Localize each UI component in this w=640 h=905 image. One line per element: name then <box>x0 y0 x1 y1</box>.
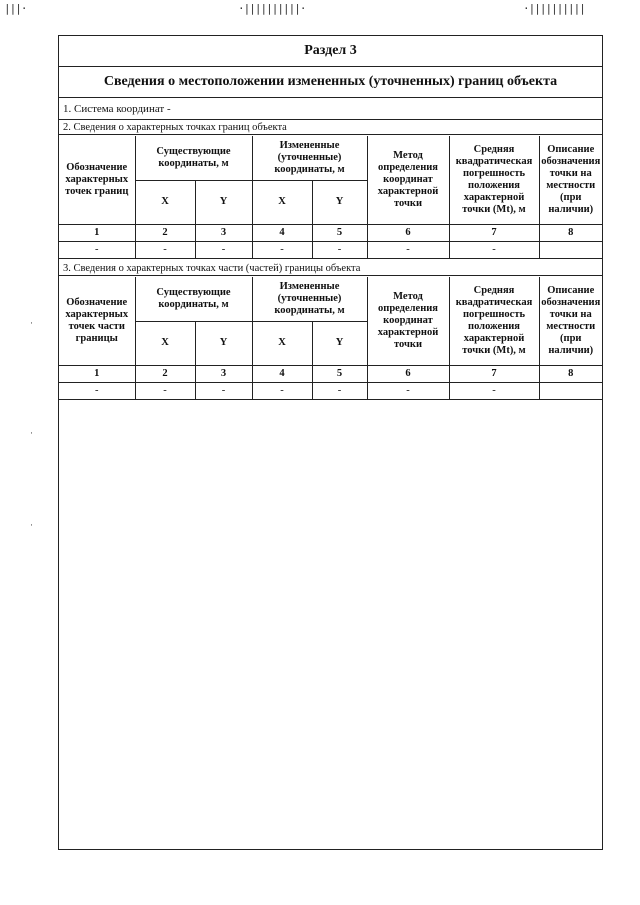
column-number: 4 <box>252 365 312 382</box>
column-number: 6 <box>367 365 449 382</box>
column-number: 8 <box>539 365 602 382</box>
table-cell: - <box>312 382 367 399</box>
scan-barcode-mark: ·||||||||||· <box>238 2 306 15</box>
col-x: X <box>252 180 312 224</box>
col-point-designation: Обозначение характерных точек границ <box>59 136 135 224</box>
table-cell: - <box>195 382 252 399</box>
coordinate-system: 1. Система координат - <box>59 98 602 120</box>
col-x: X <box>135 321 195 365</box>
col-point-designation: Обозначение характерных точек части границы <box>59 277 135 365</box>
column-number: 7 <box>449 224 539 241</box>
table-row <box>59 241 602 258</box>
col-x: X <box>252 321 312 365</box>
column-number: 6 <box>367 224 449 241</box>
table-cell: - <box>59 241 135 258</box>
column-number: 1 <box>59 224 135 241</box>
column-number: 8 <box>539 224 602 241</box>
col-accuracy: Средняя квадратическая погрешность положения характерной точки (Mt), м <box>449 277 539 365</box>
table-cell: - <box>59 382 135 399</box>
table-cell: - <box>135 241 195 258</box>
col-y: Y <box>195 180 252 224</box>
column-number: 7 <box>449 365 539 382</box>
table-cell: - <box>252 382 312 399</box>
table-row <box>59 382 602 399</box>
table-cell: - <box>312 241 367 258</box>
col-x: X <box>135 180 195 224</box>
column-number: 5 <box>312 365 367 382</box>
table2-caption: 3. Сведения о характерных точках части (частей) границы объекта <box>59 262 602 276</box>
table-cell: - <box>367 382 449 399</box>
scan-speck: · <box>30 318 33 328</box>
table-cell: - <box>449 241 539 258</box>
scan-speck: · <box>30 520 33 530</box>
column-number: 3 <box>195 365 252 382</box>
section-title: Раздел 3 <box>59 36 602 67</box>
column-number: 2 <box>135 224 195 241</box>
table-cell <box>539 241 602 258</box>
col-y: Y <box>195 321 252 365</box>
part-boundary-points-table <box>59 277 602 400</box>
column-number: 4 <box>252 224 312 241</box>
col-existing-coords: Существующие координаты, м <box>135 277 252 321</box>
col-existing-coords: Существующие координаты, м <box>135 136 252 180</box>
col-method: Метод определения координат характерной точки <box>367 277 449 365</box>
column-number: 5 <box>312 224 367 241</box>
col-description: Описание обозначения точки на местности (при наличии) <box>539 277 602 365</box>
table-cell: - <box>367 241 449 258</box>
table-cell: - <box>252 241 312 258</box>
col-changed-coords: Измененные (уточненные) координаты, м <box>252 136 367 180</box>
document-title: Сведения о местоположении измененных (уточненных) границ объекта <box>59 67 602 98</box>
col-changed-coords: Измененные (уточненные) координаты, м <box>252 277 367 321</box>
column-number: 1 <box>59 365 135 382</box>
column-number: 3 <box>195 224 252 241</box>
col-y: Y <box>312 321 367 365</box>
col-y: Y <box>312 180 367 224</box>
table-cell: - <box>135 382 195 399</box>
document-frame <box>58 35 603 850</box>
col-accuracy: Средняя квадратическая погрешность положения характерной точки (Mt), м <box>449 136 539 224</box>
boundary-points-table <box>59 136 602 259</box>
col-method: Метод определения координат характерной точки <box>367 136 449 224</box>
scan-barcode-mark: ·|||||||||| <box>523 2 585 15</box>
scan-barcode-mark: |||· <box>4 2 27 15</box>
table-cell: - <box>195 241 252 258</box>
scan-speck: · <box>30 428 33 438</box>
table-cell <box>539 382 602 399</box>
column-number: 2 <box>135 365 195 382</box>
table1-caption: 2. Сведения о характерных точках границ объекта <box>59 121 602 135</box>
col-description: Описание обозначения точки на местности (при наличии) <box>539 136 602 224</box>
table-cell: - <box>449 382 539 399</box>
